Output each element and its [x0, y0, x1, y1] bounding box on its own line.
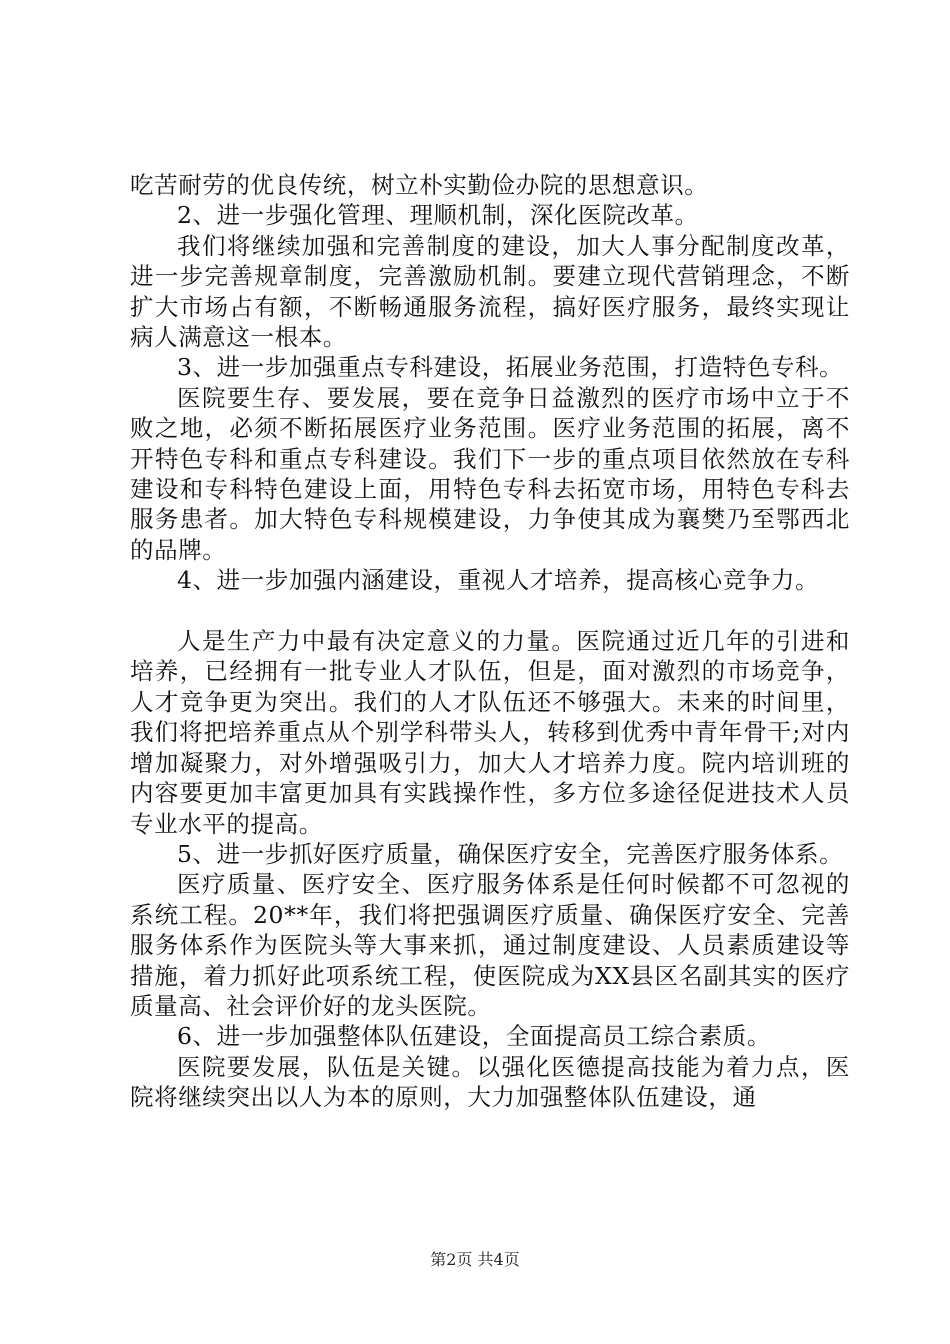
section-heading-4: 4、进一步加强内涵建设，重视人才培养，提高核心竞争力。 — [177, 566, 820, 595]
section-heading-3: 3、进一步加强重点专科建设，拓展业务范围，打造特色专科。 — [177, 353, 844, 382]
paragraph-continuation: 吃苦耐劳的优良传统，树立朴实勤俭办院的思想意识。 — [130, 171, 709, 199]
section-heading-5: 5、进一步抓好医疗质量，确保医疗安全，完善医疗服务体系。 — [177, 839, 844, 868]
page-number-footer: 第2页 共4页 — [430, 1250, 520, 1269]
section-heading-2: 2、进一步强化管理、理顺机制，深化医院改革。 — [177, 201, 699, 230]
paragraph-quality: 医疗质量、医疗安全、医疗服务体系是任何时候都不可忽视的系统工程。20**年，我们将把强调医疗质量、确保医疗安全、完善服务体系作为医院头等大事来抓，通过制度建设、人员素质建设等措施，着力抓好此项系统工程，使医院成为XX县区名副其实的医疗质量高、社会评价好的龙头医院。 — [130, 870, 850, 1020]
paragraph-team: 医院要发展，队伍是关键。以强化医德提高技能为着力点，医院将继续突出以人为本的原则，大力加强整体队伍建设，通 — [130, 1052, 850, 1112]
document-body — [130, 170, 850, 1113]
paragraph-specialty: 医院要生存、要发展，要在竞争日益激烈的医疗市场中立于不败之地，必须不断拓展医疗业务范围。医疗业务范围的拓展，离不开特色专科和重点专科建设。我们下一步的重点项目依然放在专科建设和专科特色建设上面，用特色专科去拓宽市场，用特色专科去服务患者。加大特色专科规模建设，力争使其成为襄樊乃至鄂西北的品牌。 — [130, 383, 850, 564]
paragraph-talent: 人是生产力中最有决定意义的力量。医院通过近几年的引进和培养，已经拥有一批专业人才队伍，但是，面对激烈的市场竞争，人才竞争更为突出。我们的人才队伍还不够强大。未来的时间里，我们将把培养重点从个别学科带头人，转移到优秀中青年骨干;对内增加凝聚力，对外增强吸引力，加大人才培养力度。院内培训班的内容要更加丰富更加具有实践操作性，多方位多途径促进技术人员专业水平的提高。 — [130, 627, 850, 838]
section-heading-6: 6、进一步加强整体队伍建设，全面提高员工综合素质。 — [177, 1022, 771, 1051]
paragraph-management: 我们将继续加强和完善制度的建设，加大人事分配制度改革，进一步完善规章制度，完善激励机制。要建立现代营销理念，不断扩大市场占有额，不断畅通服务流程，搞好医疗服务，最终实现让病人满意这一根本。 — [130, 231, 850, 352]
